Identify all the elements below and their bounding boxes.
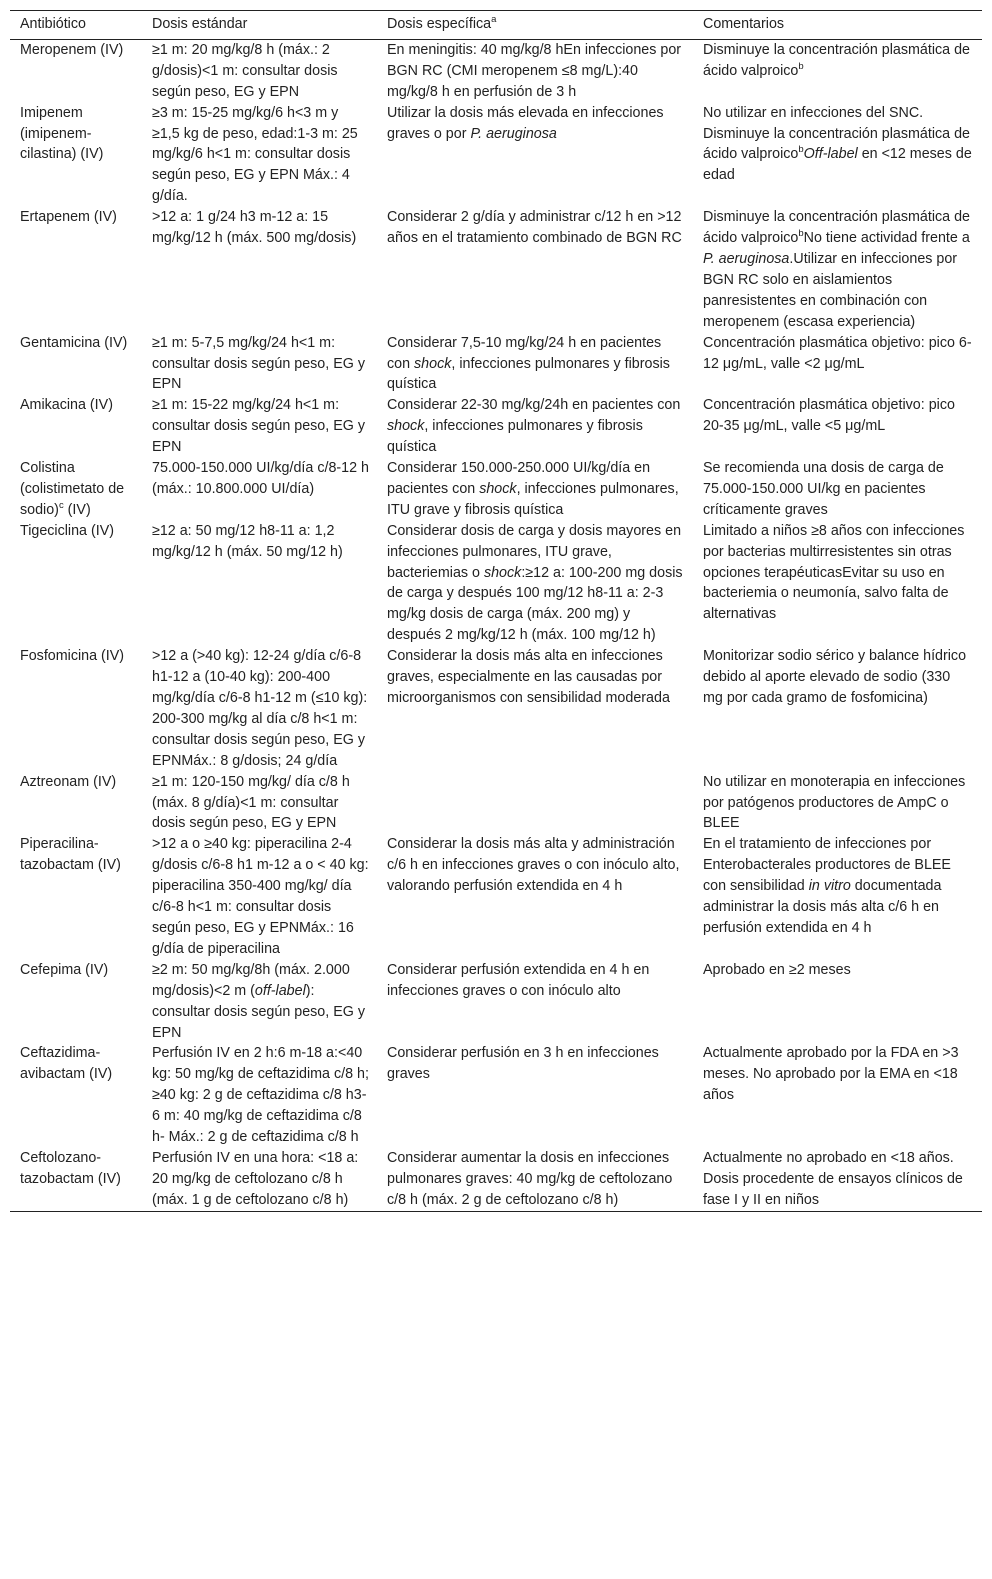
table-row (10, 521, 982, 646)
cell-text: Gentamicina (IV) (20, 334, 128, 351)
header-dosis-especifica (377, 11, 693, 40)
specific-dose-cell (377, 834, 693, 959)
antibiotic-name-cell (10, 207, 142, 332)
specific-dose-cell (377, 1043, 693, 1148)
antibiotic-name-cell (10, 1148, 142, 1211)
standard-dose-cell (142, 1148, 377, 1211)
cell-text: Piperacilina-tazobactam (IV) (20, 836, 121, 874)
cell-text: Monitorizar sodio sérico y balance hídrico debido al aporte elevado de sodio (330 mg por cada gramo de fosfomicina) (703, 648, 967, 706)
specific-dose-cell (377, 521, 693, 646)
specific-dose-cell (377, 395, 693, 458)
cell-text: Actualmente aprobado por la FDA en >3 meses. No aprobado por la EMA en <18 años (703, 1045, 959, 1104)
antibiotic-dosing-table (10, 10, 982, 1212)
cell-text: Considerar la dosis más alta y administración c/6 h en infecciones graves o con inóculo alto, valorando perfusión extendida en 4 h (387, 836, 680, 895)
cell-text: Aprobado en ≥2 meses (703, 961, 851, 978)
comments-cell (693, 960, 982, 1044)
comments-cell (693, 458, 982, 521)
italic-term: in vitro (808, 878, 851, 895)
header-dosis-estandar: Dosis estándar (152, 16, 248, 32)
italic-term: Off-label (803, 146, 858, 163)
cell-text: Amikacina (IV) (20, 397, 113, 414)
cell-text: Considerar perfusión extendida en 4 h en infecciones graves o con inóculo alto (387, 961, 650, 999)
cell-text: No tiene actividad frente a (803, 230, 970, 247)
table-row (10, 103, 982, 208)
cell-text: >12 a o ≥40 kg: piperacilina 2-4 g/dosis c/6-8 h1 m-12 a o < 40 kg: piperacilina 350-400 mg/kg/ día c/6-8 h<1 m: consultar dosis según peso, EG y EPNMáx.: 16 g/día de piperacilina (152, 836, 369, 957)
footnote-marker: c (58, 500, 64, 512)
table-row (10, 1043, 982, 1148)
cell-text: ≥2 m: 50 mg/kg/8h (máx. 2.000 mg/dosis)<2 m ( (152, 961, 350, 999)
cell-text: Perfusión IV en una hora: <18 a: 20 mg/kg de ceftolozano c/8 h (máx. 1 g de ceftolozano c/8 h) (152, 1149, 359, 1208)
specific-dose-cell (377, 646, 693, 771)
cell-text: >12 a: 1 g/24 h3 m-12 a: 15 mg/kg/12 h (máx. 500 mg/dosis) (152, 209, 357, 247)
table-row (10, 646, 982, 771)
cell-text: 75.000-150.000 UI/kg/día c/8-12 h (máx.: 10.800.000 UI/día) (152, 460, 369, 497)
table-header (10, 11, 982, 40)
cell-text: ≥1 m: 120-150 mg/kg/ día c/8 h (máx. 8 g/día)<1 m: consultar dosis según peso, EG y EPN (152, 773, 350, 832)
cell-text: No utilizar en monoterapia en infecciones por patógenos productores de AmpC o BLEE (703, 773, 966, 832)
comments-cell (693, 1148, 982, 1211)
cell-text: ≥12 a: 50 mg/12 h8-11 a: 1,2 mg/kg/12 h (máx. 50 mg/12 h) (152, 522, 343, 560)
antibiotic-name-cell (10, 458, 142, 521)
table-row (10, 395, 982, 458)
footnote-marker: a (491, 14, 497, 26)
cell-text: Se recomienda una dosis de carga de 75.000-150.000 UI/kg en pacientes críticamente graves (703, 460, 944, 518)
cell-text: Fosfomicina (IV) (20, 648, 125, 665)
antibiotic-name-cell (10, 834, 142, 959)
specific-dose-cell (377, 772, 693, 835)
comments-cell (693, 1043, 982, 1148)
cell-text: Tigeciclina (IV) (20, 522, 115, 539)
table-row (10, 772, 982, 835)
italic-term: shock (387, 418, 425, 435)
cell-text: Ceftolozano-tazobactam (IV) (20, 1149, 121, 1187)
antibiotic-name-cell (10, 333, 142, 396)
cell-text: Perfusión IV en 2 h:6 m-18 a:<40 kg: 50 mg/kg de ceftazidima c/8 h; ≥40 kg: 2 g de ceftazidima c/8 h3-6 m: 40 mg/kg de ceftazidima c/8 h- Máx.: 2 g de ceftazidima c/8 h (152, 1045, 369, 1146)
cell-text: >12 a (>40 kg): 12-24 g/día c/6-8 h1-12 a (10-40 kg): 200-400 mg/kg/día c/6-8 h1-12 m (≤10 kg): 200-300 mg/kg al día c/8 h<1 m: consultar dosis según peso, EG y EPNMáx.: 8 g/dosis; 24 g/día (152, 648, 368, 769)
italic-term: P. aeruginosa (703, 250, 790, 267)
cell-text: Disminuye la concentración plasmática de ácido valproico (703, 209, 971, 247)
standard-dose-cell (142, 39, 377, 102)
italic-term: shock (414, 355, 452, 372)
standard-dose-cell (142, 521, 377, 646)
comments-cell (693, 772, 982, 835)
comments-cell (693, 39, 982, 102)
cell-text: Imipenem (imipenem-cilastina) (IV) (20, 104, 104, 163)
cell-text: Ceftazidima-avibactam (IV) (20, 1045, 113, 1083)
cell-text: Ertapenem (IV) (20, 209, 117, 226)
cell-text: Colistina (colistimetato de sodio) (20, 460, 125, 518)
comments-cell (693, 207, 982, 332)
specific-dose-cell (377, 103, 693, 208)
footnote-marker: b (798, 228, 804, 240)
standard-dose-cell (142, 333, 377, 396)
antibiotic-name-cell (10, 960, 142, 1044)
cell-text: ≥1 m: 5-7,5 mg/kg/24 h<1 m: consultar dosis según peso, EG y EPN (152, 334, 365, 393)
italic-term: shock (479, 480, 517, 497)
comments-cell (693, 834, 982, 959)
standard-dose-cell (142, 395, 377, 458)
cell-text: No utilizar en infecciones del SNC. Disminuye la concentración plasmática de ácido valproico (703, 104, 971, 163)
cell-text: en <12 meses de edad (703, 146, 972, 184)
cell-text: Considerar aumentar la dosis en infecciones pulmonares graves: 40 mg/kg de ceftolozano c/8 h (máx. 2 g de ceftolozano c/8 h) (387, 1149, 673, 1208)
antibiotic-name-cell (10, 39, 142, 102)
footnote-marker: b (798, 61, 804, 73)
table-row (10, 207, 982, 332)
antibiotic-name-cell (10, 103, 142, 208)
cell-text: En el tratamiento de infecciones por Enterobacterales productores de BLEE con sensibilidad (703, 836, 951, 895)
standard-dose-cell (142, 1043, 377, 1148)
cell-text: ≥1 m: 15-22 mg/kg/24 h<1 m: consultar dosis según peso, EG y EPN (152, 397, 365, 456)
cell-text: :≥12 a: 100-200 mg dosis de carga y después 100 mg/12 h8-11 a: 2-3 mg/kg dosis de carga (máx. 200 mg) y después 2 mg/kg/12 h (máx. 100 mg/12 h) (387, 564, 683, 644)
cell-text: , infecciones pulmonares y fibrosis quística (387, 418, 643, 456)
antibiotic-name-cell (10, 772, 142, 835)
header-dosis-especifica-label: Dosis específica (387, 16, 492, 32)
standard-dose-cell (142, 772, 377, 835)
specific-dose-cell (377, 333, 693, 396)
cell-text: Considerar 2 g/día y administrar c/12 h en >12 años en el tratamiento combinado de BGN RC (387, 209, 682, 247)
italic-term: shock (483, 564, 522, 581)
standard-dose-cell (142, 207, 377, 332)
standard-dose-cell (142, 646, 377, 771)
cell-text: ≥1 m: 20 mg/kg/8 h (máx.: 2 g/dosis)<1 m: consultar dosis según peso, EG y EPN (152, 41, 338, 100)
table-body (10, 39, 982, 1211)
cell-text: Aztreonam (IV) (20, 773, 117, 790)
italic-term: off-label (254, 982, 306, 999)
standard-dose-cell (142, 960, 377, 1044)
antibiotic-name-cell (10, 646, 142, 771)
antibiotic-name-cell (10, 1043, 142, 1148)
cell-text: , infecciones pulmonares y fibrosis quística (387, 355, 670, 393)
standard-dose-cell (142, 103, 377, 208)
antibiotic-name-cell (10, 395, 142, 458)
cell-text: Considerar la dosis más alta en infecciones graves, especialmente en las causadas por microorganismos con sensibilidad moderada (387, 648, 670, 706)
cell-text: Considerar dosis de carga y dosis mayores en infecciones pulmonares, ITU grave, bacteriemias o (387, 522, 682, 581)
table-row (10, 834, 982, 959)
cell-text: documentada administrar la dosis más alta c/6 h en perfusión extendida en 4 h (703, 878, 942, 936)
italic-term: P. aeruginosa (470, 125, 557, 142)
cell-text: Limitado a niños ≥8 años con infecciones por bacterias multirresistentes sin otras opciones terapéuticasEvitar su uso en bacteriemia o neumonía, salvo falta de alternativas (703, 522, 965, 623)
cell-text: Considerar 150.000-250.000 UI/kg/día en pacientes con (387, 460, 651, 497)
table-row (10, 39, 982, 102)
specific-dose-cell (377, 960, 693, 1044)
cell-text: Considerar perfusión en 3 h en infecciones graves (387, 1045, 659, 1083)
comments-cell (693, 521, 982, 646)
cell-text: Disminuye la concentración plasmática de ácido valproico (703, 41, 971, 79)
cell-text: , infecciones pulmonares, ITU grave y fibrosis quística (387, 480, 679, 518)
specific-dose-cell (377, 39, 693, 102)
cell-text: Actualmente no aprobado en <18 años. Dosis procedente de ensayos clínicos de fase I y II en niños (703, 1149, 963, 1208)
cell-text: Concentración plasmática objetivo: pico 20-35 μg/mL, valle <5 μg/mL (703, 397, 955, 435)
standard-dose-cell (142, 458, 377, 521)
comments-cell (693, 646, 982, 771)
header-row (10, 11, 982, 40)
standard-dose-cell (142, 834, 377, 959)
cell-text: Meropenem (IV) (20, 41, 124, 58)
cell-text: ): consultar dosis según peso, EG y EPN (152, 982, 365, 1041)
antibiotic-name-cell (10, 521, 142, 646)
cell-text: Cefepima (IV) (20, 961, 109, 978)
comments-cell (693, 333, 982, 396)
cell-text: ≥3 m: 15-25 mg/kg/6 h<3 m y ≥1,5 kg de peso, edad:1-3 m: 25 mg/kg/6 h<1 m: consultar dosis según peso, EG y EPN Máx.: 4 g/día. (152, 104, 358, 205)
table-row (10, 333, 982, 396)
header-antibiotico: Antibiótico (20, 16, 86, 32)
cell-text: En meningitis: 40 mg/kg/8 hEn infecciones por BGN RC (CMI meropenem ≤8 mg/L):40 mg/kg/8 h en perfusión de 3 h (387, 41, 682, 100)
specific-dose-cell (377, 458, 693, 521)
cell-text: .Utilizar en infecciones por BGN RC solo en aislamientos panresistentes en combinación con meropenem (escasa experiencia) (703, 250, 958, 330)
comments-cell (693, 395, 982, 458)
footnote-marker: b (798, 144, 804, 156)
cell-text: Considerar 7,5-10 mg/kg/24 h en pacientes con (387, 334, 662, 372)
table-row (10, 960, 982, 1044)
table-row (10, 458, 982, 521)
cell-text: (IV) (63, 501, 91, 518)
cell-text: Utilizar la dosis más elevada en infecciones graves o por (387, 104, 664, 142)
header-comentarios: Comentarios (703, 16, 785, 32)
table-row (10, 1148, 982, 1211)
comments-cell (693, 103, 982, 208)
specific-dose-cell (377, 1148, 693, 1211)
specific-dose-cell (377, 207, 693, 332)
cell-text: Concentración plasmática objetivo: pico 6-12 μg/mL, valle <2 μg/mL (703, 334, 972, 372)
cell-text: Considerar 22-30 mg/kg/24h en pacientes con (387, 397, 681, 414)
